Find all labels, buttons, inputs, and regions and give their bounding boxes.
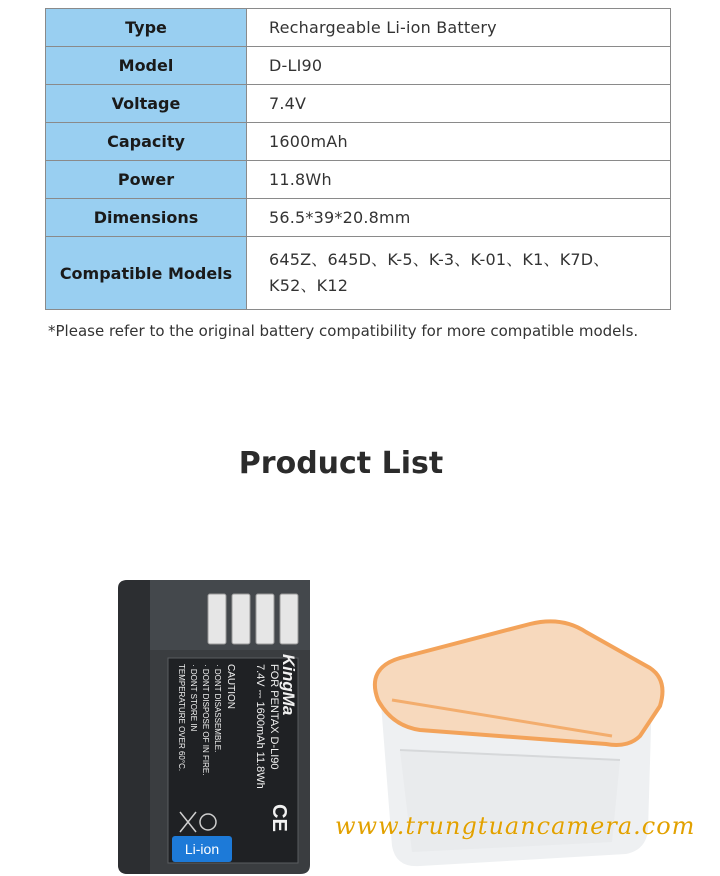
spec-row-voltage [46, 85, 671, 123]
spec-label: Model [46, 47, 247, 85]
spec-value: 1600mAh [247, 123, 671, 161]
li-ion-badge: Li-ion [172, 836, 232, 862]
spec-value: Rechargeable Li-ion Battery [247, 9, 671, 47]
product-list-title: Product List [238, 446, 444, 481]
watermark: www.trungtuancamera.com [335, 812, 696, 840]
spec-value: 7.4V [247, 85, 671, 123]
spec-value: 56.5*39*20.8mm [247, 199, 671, 237]
ce-mark-icon: CE [268, 804, 290, 832]
spec-label: Dimensions [46, 199, 247, 237]
spec-row-power [46, 161, 671, 199]
spec-row-compatible-models [46, 237, 671, 310]
battery-brand: KingMa [279, 654, 298, 716]
spec-label: Power [46, 161, 247, 199]
spec-row-model [46, 47, 671, 85]
spec-label: Type [46, 9, 247, 47]
spec-row-dimensions [46, 199, 671, 237]
battery-caution-line: · DONT DISASSEMBLE. [213, 664, 222, 753]
battery-caution-line: TEMPERATURE OVER 60°C. [177, 664, 186, 772]
spec-row-type [46, 9, 671, 47]
battery-caution-line: · DONT STORE IN [189, 664, 198, 732]
battery-caution-title: CAUTION [225, 664, 236, 709]
battery-caution-line: · DONT DISPOSE OF IN FIRE. [201, 664, 210, 776]
spec-table [45, 8, 671, 310]
spec-label: Voltage [46, 85, 247, 123]
spec-value [247, 237, 671, 310]
spec-value: 11.8Wh [247, 161, 671, 199]
compatible-models-line-2: K52、K12 [269, 276, 349, 295]
battery-model-line: FOR PENTAX D-LI90 [268, 664, 280, 770]
battery-rating-line: 7.4V ⎓ 1600mAh 11.8Wh [254, 664, 266, 789]
spec-row-capacity [46, 123, 671, 161]
spec-label: Compatible Models [46, 237, 247, 310]
compatible-models-line-1: 645Z、645D、K-5、K-3、K-01、K1、K7D、 [269, 250, 610, 269]
spec-value: D-LI90 [247, 47, 671, 85]
spec-label: Capacity [46, 123, 247, 161]
compatibility-note: *Please refer to the original battery compatibility for more compatible models. [48, 322, 639, 340]
